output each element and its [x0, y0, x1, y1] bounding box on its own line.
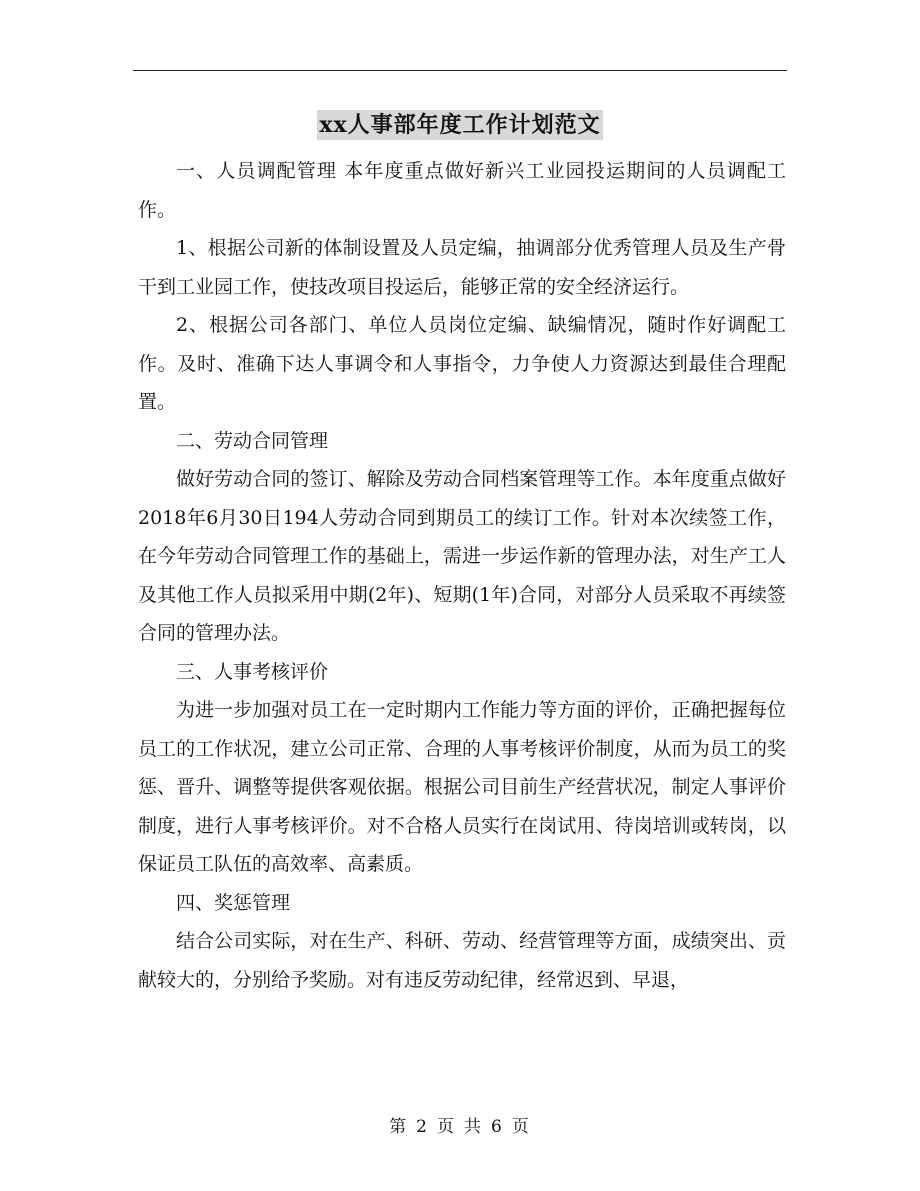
paragraph-section-1-heading: 一、人员调配管理 本年度重点做好新兴工业园投运期间的人员调配工作。: [138, 160, 786, 221]
paragraph-item-2: 2、根据公司各部门、单位人员岗位定编、缺编情况，随时作好调配工作。及时、准确下达人事调令和人事指令，力争使人力资源达到最佳合理配置。: [138, 314, 786, 413]
section-heading-rewards: 四、奖惩管理: [176, 891, 291, 914]
document-title: xx人事部年度工作计划范文: [319, 112, 601, 138]
title-container: [0, 110, 920, 140]
footer-suffix: 页: [511, 1117, 531, 1137]
footer-total-label: 共: [464, 1117, 483, 1137]
document-body: [138, 152, 786, 999]
section-heading-labor-contract: 二、劳动合同管理: [176, 429, 329, 452]
paragraph-assessment: 为进一步加强对员工在一定时期内工作能力等方面的评价，正确把握每位员工的工作状况，建立公司正常、合理的人事考核评价制度，从而为员工的奖惩、晋升、调整等提供客观依据。根据公司目前生产经营状况，制定人事评价制度，进行人事考核评价。对不合格人员实行在岗试用、待岗培训或转岗，以保证员工队伍的高效率、高素质。: [138, 699, 786, 875]
footer-current-page: 2: [416, 1117, 429, 1137]
footer-page-label: 页: [437, 1117, 456, 1137]
header-rule: [133, 70, 787, 71]
page-footer: [0, 1112, 920, 1137]
paragraph-item-1: 1、根据公司新的体制设置及人员定编，抽调部分优秀管理人员及生产骨干到工业园工作，使技改项目投运后，能够正常的安全经济运行。: [138, 237, 786, 298]
section-heading-assessment: 三、人事考核评价: [176, 660, 329, 683]
paragraph-rewards: 结合公司实际，对在生产、科研、劳动、经营管理等方面，成绩突出、贡献较大的，分别给予奖励。对有违反劳动纪律，经常迟到、早退，: [138, 930, 786, 991]
paragraph-labor-contract: 做好劳动合同的签订、解除及劳动合同档案管理等工作。本年度重点做好2018年6月30日194人劳动合同到期员工的续订工作。针对本次续签工作，在今年劳动合同管理工作的基础上，需进一步运作新的管理办法，对生产工人及其他工作人员拟采用中期(2年)、短期(1年)合同，对部分人员采取不再续签合同的管理办法。: [138, 468, 786, 644]
footer-prefix: 第: [389, 1117, 409, 1137]
footer-total-pages: 6: [491, 1117, 504, 1137]
